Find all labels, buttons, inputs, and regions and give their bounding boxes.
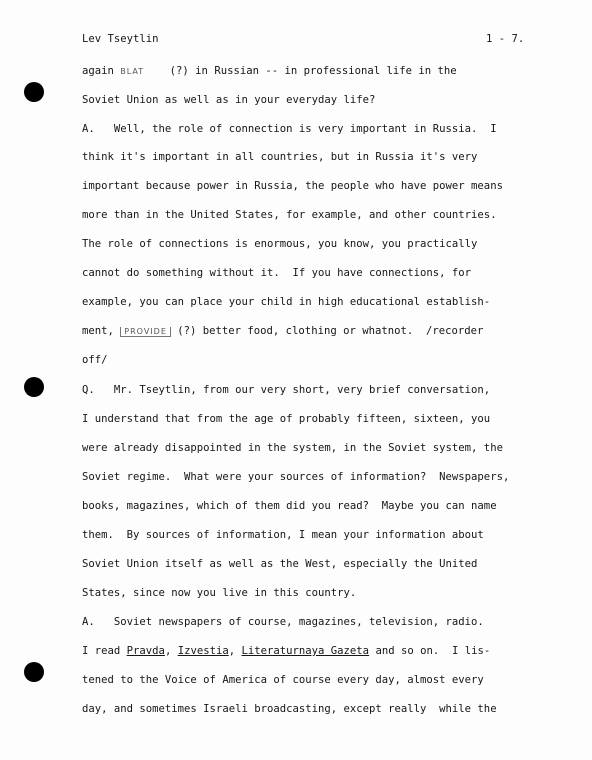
header-name: Lev Tseytlin	[82, 33, 159, 45]
transcript-line: The role of connections is enormous, you know, you practically	[82, 238, 478, 250]
transcript-line: Soviet Union itself as well as the West, especially the United	[82, 558, 478, 570]
handwritten-annotation: BLAT	[120, 67, 145, 76]
transcript-line: think it's important in all countries, but in Russia it's very	[82, 151, 478, 163]
transcript-line: books, magazines, which of them did you read? Maybe you can name	[82, 500, 497, 512]
page-number: 1 - 7.	[486, 33, 525, 45]
punch-hole	[24, 662, 44, 682]
transcript-line: important because power in Russia, the people who have power means	[82, 180, 503, 192]
transcript-line: day, and sometimes Israeli broadcasting, except really while the	[82, 703, 497, 715]
punch-hole	[24, 82, 44, 102]
newspaper-title: Literaturnaya Gazeta	[241, 645, 370, 657]
transcript-line: I read Pravda, Izvestia, Literaturnaya Gazeta and so on. I lis-	[82, 645, 491, 657]
transcript-line: A. Soviet newspapers of course, magazines, television, radio.	[82, 616, 484, 628]
transcript-line: ment, PROVIDE (?) better food, clothing or whatnot. /recorder	[82, 325, 484, 337]
newspaper-title: Pravda	[126, 645, 165, 657]
transcript-line: Q. Mr. Tseytlin, from our very short, very brief conversation,	[82, 384, 491, 396]
transcript-line: were already disappointed in the system, in the Soviet system, the	[82, 442, 503, 454]
transcript-line: Soviet regime. What were your sources of information? Newspapers,	[82, 471, 510, 483]
punch-hole	[24, 377, 44, 397]
transcript-line: States, since now you live in this country.	[82, 587, 357, 599]
transcript-line: them. By sources of information, I mean your information about	[82, 529, 484, 541]
transcript-line: tened to the Voice of America of course every day, almost every	[82, 674, 484, 686]
transcript-line: more than in the United States, for example, and other countries.	[82, 209, 497, 221]
handwritten-annotation: PROVIDE	[120, 327, 171, 337]
newspaper-title: Izvestia	[177, 645, 229, 657]
transcript-line: off/	[82, 354, 108, 366]
transcript-line: Soviet Union as well as in your everyday life?	[82, 94, 376, 106]
transcript-line: I understand that from the age of probably fifteen, sixteen, you	[82, 413, 491, 425]
transcript-line: again BLAT (?) in Russian -- in professional life in the	[82, 65, 457, 77]
transcript-line: A. Well, the role of connection is very important in Russia. I	[82, 123, 497, 135]
transcript-line: example, you can place your child in high educational establish-	[82, 296, 491, 308]
transcript-line: cannot do something without it. If you have connections, for	[82, 267, 472, 279]
